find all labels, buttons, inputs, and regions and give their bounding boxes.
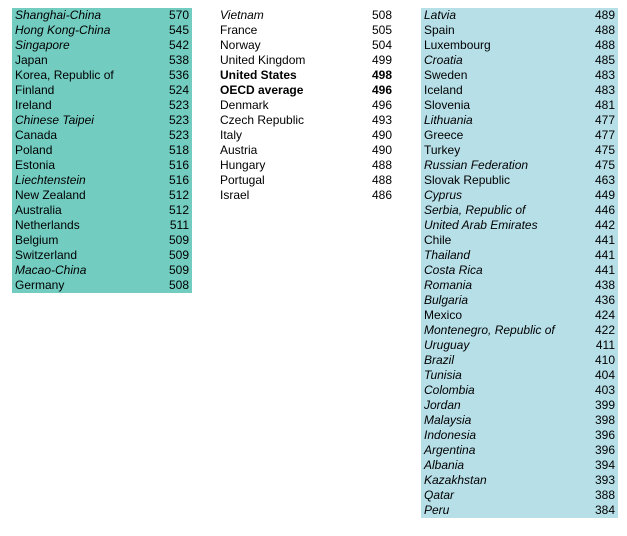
country-name: Germany <box>15 278 65 292</box>
score-value: 486 <box>371 188 392 202</box>
score-value: 496 <box>371 83 392 97</box>
table-row <box>421 128 618 143</box>
score-value: 512 <box>168 203 189 217</box>
table-row <box>217 53 395 68</box>
table-row <box>12 83 192 98</box>
country-name: Thailand <box>424 248 471 262</box>
score-value: 488 <box>594 23 615 37</box>
country-name: Sweden <box>424 68 468 82</box>
score-value: 463 <box>594 173 615 187</box>
score-value: 570 <box>168 8 189 22</box>
table-row <box>12 188 192 203</box>
country-name: Portugal <box>220 173 265 187</box>
country-name: United Arab Emirates <box>424 218 538 232</box>
table-row <box>12 53 192 68</box>
above-average-column <box>12 8 192 293</box>
table-row <box>421 233 618 248</box>
country-name: Canada <box>15 128 58 142</box>
score-value: 398 <box>594 413 615 427</box>
score-value: 542 <box>168 38 189 52</box>
country-name: Estonia <box>15 158 56 172</box>
score-value: 483 <box>594 83 615 97</box>
country-name: Italy <box>220 128 243 142</box>
table-row <box>12 128 192 143</box>
table-row <box>217 68 395 83</box>
score-value: 488 <box>594 38 615 52</box>
country-name: OECD average <box>220 83 304 97</box>
score-value: 493 <box>371 113 392 127</box>
country-name: Chile <box>424 233 452 247</box>
score-value: 508 <box>371 8 392 22</box>
country-name: Finland <box>15 83 55 97</box>
score-value: 496 <box>371 98 392 112</box>
table-row <box>12 23 192 38</box>
score-value: 394 <box>594 458 615 472</box>
score-value: 504 <box>371 38 392 52</box>
country-name: Tunisia <box>424 368 462 382</box>
table-row <box>217 38 395 53</box>
country-name: Ireland <box>15 98 52 112</box>
table-row <box>421 293 618 308</box>
table-row <box>217 83 395 98</box>
table-row <box>12 263 192 278</box>
table-row <box>12 113 192 128</box>
table-row <box>12 218 192 233</box>
score-value: 488 <box>371 173 392 187</box>
table-row <box>421 398 618 413</box>
table-row <box>12 248 192 263</box>
country-name: Chinese Taipei <box>15 113 94 127</box>
country-name: Peru <box>424 503 450 517</box>
country-name: Poland <box>15 143 53 157</box>
table-row <box>12 203 192 218</box>
country-name: Japan <box>15 53 48 67</box>
table-row <box>12 278 192 293</box>
country-name: Slovenia <box>424 98 471 112</box>
country-name: Malaysia <box>424 413 472 427</box>
score-value: 396 <box>594 443 615 457</box>
score-value: 509 <box>168 233 189 247</box>
score-value: 536 <box>168 68 189 82</box>
country-name: Hong Kong-China <box>15 23 111 37</box>
country-name: Iceland <box>424 83 463 97</box>
table-row <box>421 158 618 173</box>
score-value: 384 <box>594 503 615 517</box>
table-row <box>12 143 192 158</box>
country-name: Costa Rica <box>424 263 483 277</box>
score-value: 449 <box>594 188 615 202</box>
table-row <box>421 98 618 113</box>
score-value: 404 <box>594 368 615 382</box>
country-name: Albania <box>424 458 465 472</box>
score-value: 489 <box>594 8 615 22</box>
country-name: Jordan <box>424 398 461 412</box>
score-value: 424 <box>594 308 615 322</box>
table-row <box>421 263 618 278</box>
score-value: 523 <box>168 98 189 112</box>
table-row <box>12 68 192 83</box>
table-row <box>421 428 618 443</box>
country-name: Uruguay <box>424 338 470 352</box>
table-row <box>421 473 618 488</box>
score-value: 477 <box>594 128 615 142</box>
country-name: Czech Republic <box>220 113 305 127</box>
score-value: 411 <box>595 338 615 352</box>
country-name: Qatar <box>424 488 455 502</box>
score-value: 488 <box>371 158 392 172</box>
score-value: 475 <box>594 143 615 157</box>
score-value: 485 <box>594 53 615 67</box>
score-value: 545 <box>168 23 189 37</box>
score-value: 509 <box>168 263 189 277</box>
table-row <box>421 83 618 98</box>
below-average-column <box>421 8 618 518</box>
table-row <box>421 38 618 53</box>
table-row <box>421 383 618 398</box>
table-row <box>421 248 618 263</box>
table-row <box>12 98 192 113</box>
country-name: Russian Federation <box>424 158 529 172</box>
country-name: United States <box>220 68 297 82</box>
country-name: Brazil <box>424 353 455 367</box>
country-name: Hungary <box>220 158 266 172</box>
score-value: 505 <box>371 23 392 37</box>
score-value: 512 <box>168 188 189 202</box>
table-row <box>12 158 192 173</box>
score-value: 446 <box>594 203 615 217</box>
table-row <box>421 173 618 188</box>
score-value: 441 <box>594 263 615 277</box>
country-name: Singapore <box>15 38 70 52</box>
score-value: 538 <box>168 53 189 67</box>
country-name: Lithuania <box>424 113 473 127</box>
table-row <box>217 173 395 188</box>
table-row <box>421 113 618 128</box>
score-value: 509 <box>168 248 189 262</box>
table-row <box>421 143 618 158</box>
score-value: 498 <box>371 68 392 82</box>
table-row <box>421 503 618 518</box>
country-name: Macao-China <box>15 263 87 277</box>
score-value: 483 <box>594 68 615 82</box>
table-row <box>421 368 618 383</box>
country-name: Croatia <box>424 53 463 67</box>
country-name: Indonesia <box>424 428 477 442</box>
table-row <box>421 218 618 233</box>
score-value: 442 <box>594 218 615 232</box>
country-name: Colombia <box>424 383 475 397</box>
country-name: Norway <box>220 38 261 52</box>
score-value: 403 <box>594 383 615 397</box>
country-name: Shanghai-China <box>15 8 102 22</box>
country-name: Kazakhstan <box>424 473 487 487</box>
country-name: Korea, Republic of <box>15 68 114 82</box>
table-row <box>421 323 618 338</box>
country-name: Netherlands <box>15 218 80 232</box>
table-row <box>12 173 192 188</box>
score-value: 477 <box>594 113 615 127</box>
table-row <box>421 338 618 353</box>
country-name: Denmark <box>220 98 269 112</box>
country-name: Serbia, Republic of <box>424 203 526 217</box>
table-row <box>217 23 395 38</box>
country-name: Argentina <box>424 443 476 457</box>
table-row <box>12 233 192 248</box>
table-row <box>217 188 395 203</box>
country-name: Austria <box>220 143 258 157</box>
country-name: Spain <box>424 23 455 37</box>
near-average-column <box>217 8 395 203</box>
country-name: Switzerland <box>15 248 78 262</box>
table-row <box>421 443 618 458</box>
score-value: 393 <box>594 473 615 487</box>
table-row <box>421 458 618 473</box>
country-name: Montenegro, Republic of <box>424 323 555 337</box>
table-row <box>421 68 618 83</box>
score-value: 508 <box>168 278 189 292</box>
table-row <box>421 308 618 323</box>
country-name: France <box>220 23 258 37</box>
table-row <box>217 98 395 113</box>
table-row <box>421 413 618 428</box>
score-value: 396 <box>594 428 615 442</box>
score-value: 511 <box>169 218 189 232</box>
score-value: 481 <box>594 98 615 112</box>
table-row <box>217 113 395 128</box>
score-value: 524 <box>168 83 189 97</box>
country-name: Mexico <box>424 308 463 322</box>
country-name: Turkey <box>424 143 461 157</box>
table-row <box>217 8 395 23</box>
country-name: United Kingdom <box>220 53 306 67</box>
score-value: 438 <box>594 278 615 292</box>
score-value: 516 <box>168 173 189 187</box>
country-name: Vietnam <box>220 8 264 22</box>
table-row <box>421 203 618 218</box>
country-name: New Zealand <box>15 188 86 202</box>
score-value: 441 <box>594 233 615 247</box>
score-value: 523 <box>168 128 189 142</box>
table-row <box>421 353 618 368</box>
table-row <box>421 53 618 68</box>
score-value: 490 <box>371 128 392 142</box>
country-name: Luxembourg <box>424 38 491 52</box>
table-row <box>421 278 618 293</box>
country-name: Australia <box>15 203 62 217</box>
score-value: 410 <box>594 353 615 367</box>
country-name: Latvia <box>424 8 457 22</box>
country-name: Bulgaria <box>424 293 469 307</box>
country-name: Israel <box>220 188 250 202</box>
score-value: 441 <box>594 248 615 262</box>
table-row <box>12 8 192 23</box>
table-row <box>421 23 618 38</box>
table-row <box>217 143 395 158</box>
score-value: 516 <box>168 158 189 172</box>
score-value: 388 <box>594 488 615 502</box>
country-name: Liechtenstein <box>15 173 86 187</box>
score-value: 436 <box>594 293 615 307</box>
country-name: Cyprus <box>424 188 463 202</box>
score-value: 422 <box>594 323 615 337</box>
score-value: 490 <box>371 143 392 157</box>
country-name: Slovak Republic <box>424 173 511 187</box>
table-row <box>421 8 618 23</box>
table-row <box>12 38 192 53</box>
score-value: 518 <box>168 143 189 157</box>
score-value: 399 <box>594 398 615 412</box>
table-row <box>217 128 395 143</box>
table-row <box>421 488 618 503</box>
country-name: Greece <box>424 128 464 142</box>
country-name: Romania <box>424 278 473 292</box>
table-row <box>217 158 395 173</box>
score-value: 499 <box>371 53 392 67</box>
table-row <box>421 188 618 203</box>
score-value: 475 <box>594 158 615 172</box>
score-value: 523 <box>168 113 189 127</box>
country-name: Belgium <box>15 233 59 247</box>
